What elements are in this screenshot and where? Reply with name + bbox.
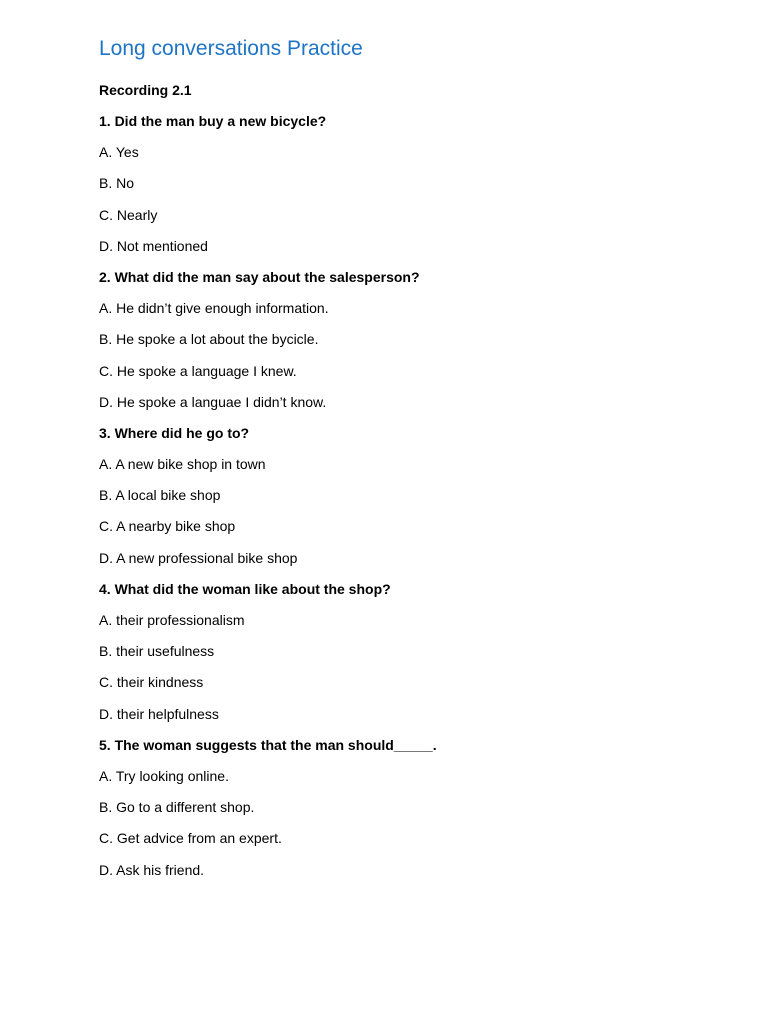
answer-option: C. their kindness: [99, 674, 204, 691]
answer-option: B. He spoke a lot about the bycicle.: [99, 331, 319, 348]
answer-option: C. Get advice from an expert.: [99, 830, 282, 847]
question-text: 3. Where did he go to?: [99, 424, 250, 441]
answer-option: A. Yes: [99, 144, 139, 161]
question-text: 2. What did the man say about the salesperson?: [99, 268, 420, 285]
question-block-2: [99, 268, 719, 424]
answer-option: A. Try looking online.: [99, 767, 229, 784]
question-block-5: [99, 736, 719, 892]
answer-option: B. Go to a different shop.: [99, 799, 255, 816]
question-text: 4. What did the woman like about the shop?: [99, 580, 391, 597]
answer-option: B. No: [99, 175, 135, 192]
page-title: Long conversations Practice: [99, 37, 363, 60]
question-block-3: [99, 424, 719, 580]
answer-option: D. their helpfulness: [99, 705, 219, 722]
answer-option: D. Not mentioned: [99, 237, 208, 254]
answer-option: C. Nearly: [99, 206, 158, 223]
answer-option: B. A local bike shop: [99, 487, 221, 504]
answer-option: A. He didn’t give enough information.: [99, 300, 329, 317]
answer-option: D. Ask his friend.: [99, 861, 205, 878]
answer-option: D. He spoke a languae I didn’t know.: [99, 393, 327, 410]
question-block-1: [99, 112, 719, 268]
answer-option: A. their professionalism: [99, 612, 245, 628]
question-text: 1. Did the man buy a new bicycle?: [99, 113, 327, 129]
question-block-4: [99, 580, 719, 736]
answer-option: D. A new professional bike shop: [99, 549, 298, 566]
answer-option: B. their usefulness: [99, 643, 215, 660]
answer-option: A. A new bike shop in town: [99, 456, 266, 473]
question-list: [99, 112, 719, 892]
question-text: 5. The woman suggests that the man should_____.: [99, 736, 437, 753]
answer-option: C. A nearby bike shop: [99, 518, 236, 535]
answer-option: C. He spoke a language I knew.: [99, 362, 297, 379]
recording-subtitle: Recording 2.1: [99, 82, 192, 98]
